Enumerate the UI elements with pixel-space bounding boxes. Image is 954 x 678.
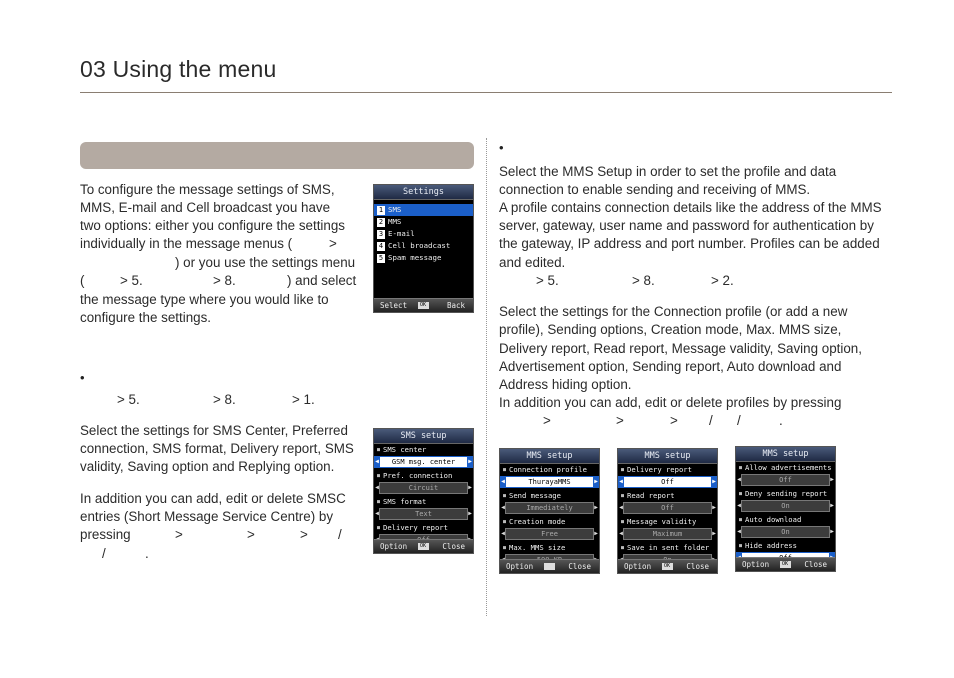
select-softkey[interactable]: Select [380,301,408,310]
sms-setup-screen [373,428,474,554]
close-softkey[interactable]: Close [804,560,827,569]
close-softkey[interactable]: Close [686,562,709,571]
arrow-left-icon[interactable]: ◀ [737,502,741,509]
mms-setup-title: MMS setup [618,449,717,464]
close-softkey[interactable]: Close [442,542,465,551]
ok-key-icon[interactable]: OK [780,561,791,568]
arrow-left-icon[interactable]: ◀ [619,504,623,511]
arrow-right-icon[interactable]: ▶ [830,528,834,535]
auto-download-select[interactable]: ◀ On ▶ [737,528,834,536]
settings-item-mms[interactable]: 2 MMS [378,217,402,226]
title-divider [80,92,892,93]
arrow-left-icon[interactable]: ◀ [737,476,741,483]
sms-center-select[interactable]: ◀ GSM msg. center ▶ [375,458,472,466]
field-label: ■ Send message [500,490,599,501]
arrow-right-icon[interactable]: ▶ [830,502,834,509]
field-label: ■ Deny sending report [736,488,835,499]
field-label: ■ Connection profile [500,464,599,475]
settings-screen-title: Settings [374,185,473,200]
section-header-band [80,142,474,169]
arrow-right-icon[interactable]: ▶ [468,484,472,491]
read-report-select[interactable]: ◀ Off ▶ [619,504,716,512]
ok-key-icon[interactable]: OK [662,563,673,570]
sms-setup-softkey-bar [374,539,473,553]
settings-item-spam-message[interactable]: 5 Spam message [378,253,442,262]
field-label: ■ Auto download [736,514,835,525]
field-label: ■ Pref. connection [374,470,473,481]
arrow-right-icon[interactable]: ▶ [594,504,598,511]
field-label: ■ Creation mode [500,516,599,527]
column-divider [486,138,487,616]
sms-format-select[interactable]: ◀ Text ▶ [375,510,472,518]
arrow-right-icon[interactable]: ▶ [830,476,834,483]
mms-setup-softkey-bar [736,557,835,571]
field-label: ■ Message validity [618,516,717,527]
arrow-left-icon[interactable]: ◀ [374,456,380,468]
mms-setup-title: MMS setup [500,449,599,464]
option-softkey[interactable]: Option [624,562,652,571]
mms-setup-title: MMS setup [736,447,835,462]
field-label: ■ Allow advertisements [736,462,835,473]
arrow-right-icon[interactable]: ▶ [593,476,599,488]
settings-item-cell-broadcast[interactable]: 4 Cell broadcast [378,241,451,250]
arrow-left-icon[interactable]: ◀ [375,484,379,491]
field-label: ■ Max. MMS size [500,542,599,553]
field-label: ■ Delivery report [618,464,717,475]
ok-key-icon[interactable]: OK [418,302,429,309]
delivery-report-select[interactable]: ◀ Off ▶ [619,478,716,486]
option-softkey[interactable]: Option [742,560,770,569]
sms-bullet: • [80,370,85,385]
close-softkey[interactable]: Close [568,562,591,571]
deny-sending-report-select[interactable]: ◀ On ▶ [737,502,834,510]
arrow-right-icon[interactable]: ▶ [712,504,716,511]
field-label: ■ Delivery report [374,522,473,533]
creation-mode-select[interactable]: ◀ Free ▶ [501,530,598,538]
field-label: ■ Hide address [736,540,835,551]
mms-setup-screen-2 [617,448,718,574]
field-label: ■ SMS format [374,496,473,507]
arrow-left-icon[interactable]: ◀ [501,530,505,537]
pref-connection-select[interactable]: ◀ Circuit ▶ [375,484,472,492]
arrow-left-icon[interactable]: ◀ [375,510,379,517]
settings-softkey-bar [374,298,473,312]
mms-setup-screen-3 [735,446,836,572]
arrow-right-icon[interactable]: ▶ [594,530,598,537]
settings-item-sms[interactable]: 1 SMS [374,204,473,216]
back-softkey[interactable]: Back [446,301,465,310]
mms-setup-softkey-bar [500,559,599,573]
arrow-left-icon[interactable]: ◀ [619,530,623,537]
send-message-select[interactable]: ◀ Immediately ▶ [501,504,598,512]
message-key-icon[interactable] [544,563,555,570]
settings-item-email[interactable]: 3 E-mail [378,229,415,238]
page-title: 03 Using the menu [80,56,277,82]
option-softkey[interactable]: Option [506,562,534,571]
arrow-right-icon[interactable]: ▶ [712,530,716,537]
option-softkey[interactable]: Option [380,542,408,551]
field-label: ■ Read report [618,490,717,501]
arrow-left-icon[interactable]: ◀ [618,476,624,488]
arrow-right-icon[interactable]: ▶ [467,456,473,468]
allow-advertisements-select[interactable]: ◀ Off ▶ [737,476,834,484]
connection-profile-select[interactable]: ◀ ThurayaMMS ▶ [501,478,598,486]
arrow-right-icon[interactable]: ▶ [468,510,472,517]
arrow-left-icon[interactable]: ◀ [737,528,741,535]
settings-screen [373,184,474,313]
mms-setup-softkey-bar [618,559,717,573]
arrow-right-icon[interactable]: ▶ [711,476,717,488]
arrow-left-icon[interactable]: ◀ [501,504,505,511]
mms-setup-screen-1 [499,448,600,574]
message-validity-select[interactable]: ◀ Maximum ▶ [619,530,716,538]
field-label: ■ Save in sent folder [618,542,717,553]
ok-key-icon[interactable]: OK [418,543,429,550]
mms-bullet: • [499,140,504,155]
sms-setup-title: SMS setup [374,429,473,444]
field-label: ■ SMS center [374,444,473,455]
arrow-left-icon[interactable]: ◀ [500,476,506,488]
